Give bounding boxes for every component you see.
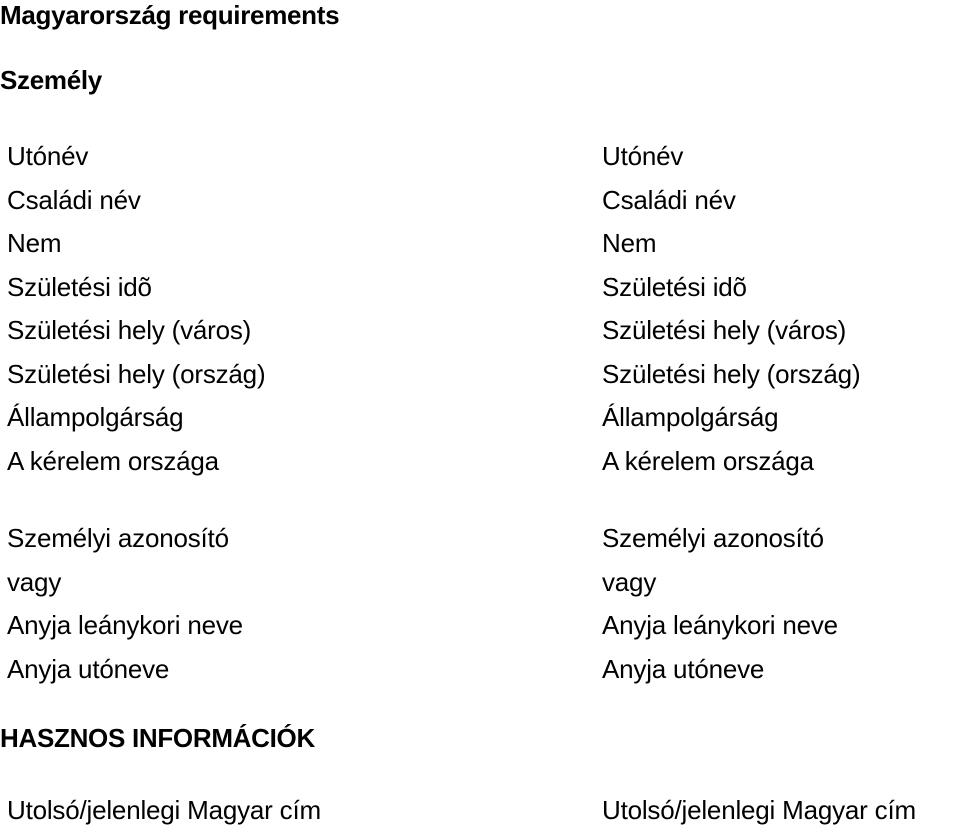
address-field-label: Utolsó/jelenlegi Magyar cím (602, 795, 916, 825)
id-field-label: Személyi azonosító (7, 523, 229, 553)
id-field-label: Anyja leánykori neve (602, 610, 838, 640)
field-label: Születési idõ (602, 271, 747, 302)
address-field-label: Utolsó/jelenlegi Magyar cím (7, 795, 321, 825)
field-label: Születési idõ (7, 271, 152, 302)
field-label: A kérelem országa (7, 445, 219, 476)
field-label: Állampolgárság (602, 402, 779, 432)
field-label: Állampolgárság (7, 402, 184, 432)
field-label: Születési hely (város) (7, 315, 252, 345)
page-title: Magyarország requirements (0, 0, 340, 30)
id-field-label: vagy (7, 566, 62, 597)
section-heading-person: Személy (0, 65, 102, 95)
field-label: Nem (602, 228, 657, 258)
useful-info-fields-left (7, 789, 321, 833)
field-label: Nem (7, 228, 62, 258)
id-field-label: Személyi azonosító (602, 523, 824, 553)
id-field-label: Anyja utóneve (7, 653, 170, 684)
field-label: Születési hely (ország) (602, 358, 861, 389)
person-id-fields-right (602, 517, 838, 691)
person-id-fields-left (7, 517, 243, 691)
person-fields-left (7, 135, 265, 483)
person-fields-right (602, 135, 860, 483)
field-label: Utónév (602, 141, 684, 171)
field-label: Születési hely (város) (602, 315, 847, 345)
field-label: Utónév (7, 141, 89, 171)
id-field-label: vagy (602, 566, 657, 597)
field-label: A kérelem országa (602, 445, 814, 476)
field-label: Születési hely (ország) (7, 358, 266, 389)
field-label: Családi név (7, 184, 141, 215)
section-heading-useful-info: HASZNOS INFORMÁCIÓK (0, 723, 315, 753)
id-field-label: Anyja leánykori neve (7, 610, 243, 640)
useful-info-fields-right (602, 789, 916, 833)
id-field-label: Anyja utóneve (602, 653, 765, 684)
field-label: Családi név (602, 184, 736, 215)
